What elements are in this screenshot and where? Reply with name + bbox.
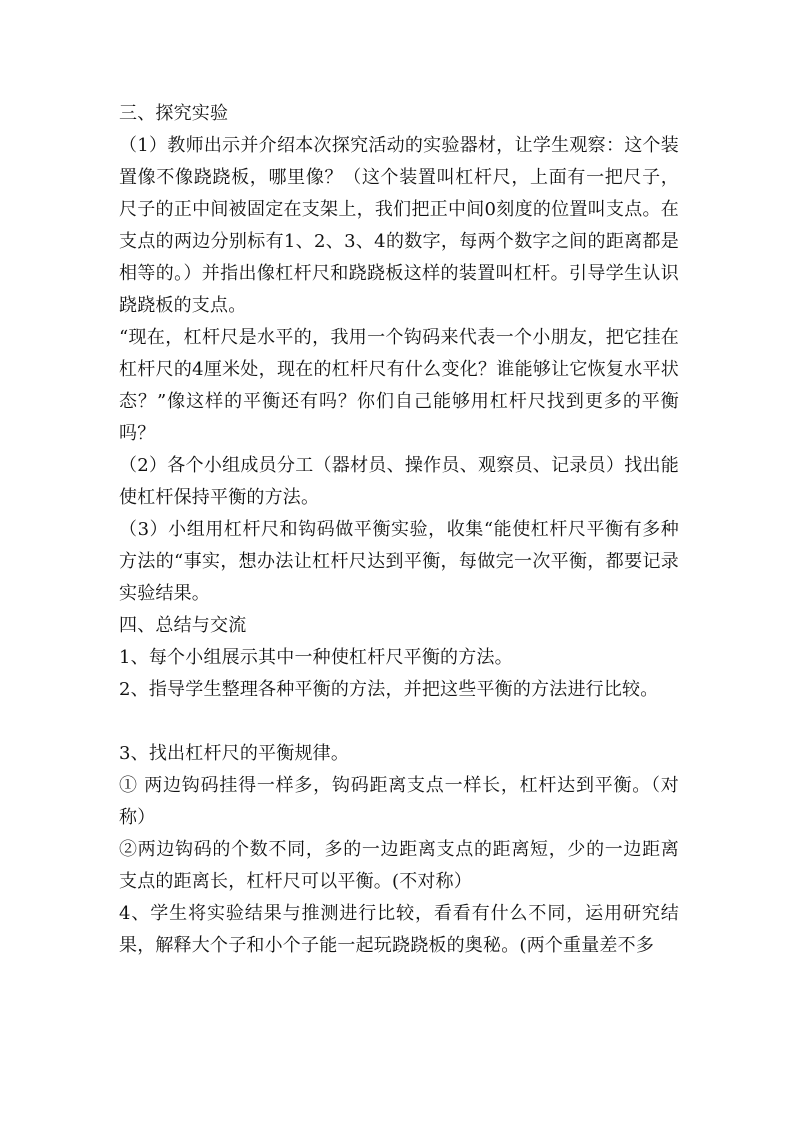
rule-item-2: ②两边钩码的个数不同，多的一边距离支点的距离短，少的一边距离支点的距离长，杠杆尺可以平衡。(不对称） [119, 839, 679, 892]
paragraph-4: （3）小组用杠杆尺和钩码做平衡实验，收集“能使杠杆尺平衡有多种方法的“事实，想办法让杠杆尺达到平衡，每做完一次平衡，都要记录实验结果。 [119, 519, 679, 604]
list-item-3: 3、找出杠杆尺的平衡规律。 [119, 743, 350, 764]
paragraph-2: “现在，杠杆尺是水平的，我用一个钩码来代表一个小朋友，把它挂在杠杆尺的4厘米处，现在的杠杆尺有什么变化？谁能够让它恢复水平状态？”像这样的平衡还有吗？你们自己能够用杠杆尺找到更多的平衡吗？ [119, 327, 679, 444]
list-item-1: 1、每个小组展示其中一种使杠杆尺平衡的方法。 [119, 647, 513, 668]
paragraph-3: （2）各个小组成员分工（器材员、操作员、观察员、记录员）找出能使杠杆保持平衡的方法。 [119, 455, 679, 508]
list-item-2: 2、指导学生整理各种平衡的方法，并把这些平衡的方法进行比较。 [119, 679, 659, 700]
list-item-4: 4、学生将实验结果与推测进行比较，看看有什么不同，运用研究结果，解释大个子和小个子能一起玩跷跷板的奥秘。(两个重量差不多 [119, 903, 679, 956]
blank-line [119, 706, 679, 738]
paragraph-1: （1）教师出示并介绍本次探究活动的实验器材，让学生观察：这个装置像不像跷跷板，哪里像？（这个装置叫杠杆尺，上面有一把尺子，尺子的正中间被固定在支架上，我们把正中间0刻度的位置叫支点。在支点的两边分别标有1、2、3、4的数字，每两个数字之间的距离都是相等的。）并指出像杠杆尺和跷跷板这样的装置叫杠杆。引导学生认识跷跷板的支点。 [119, 135, 679, 316]
section-heading-3: 三、探究实验 [119, 103, 229, 124]
document-body [119, 98, 679, 962]
section-heading-4: 四、总结与交流 [119, 615, 247, 636]
rule-item-1: ① 两边钩码挂得一样多，钩码距离支点一样长，杠杆达到平衡。（对称） [119, 775, 679, 828]
